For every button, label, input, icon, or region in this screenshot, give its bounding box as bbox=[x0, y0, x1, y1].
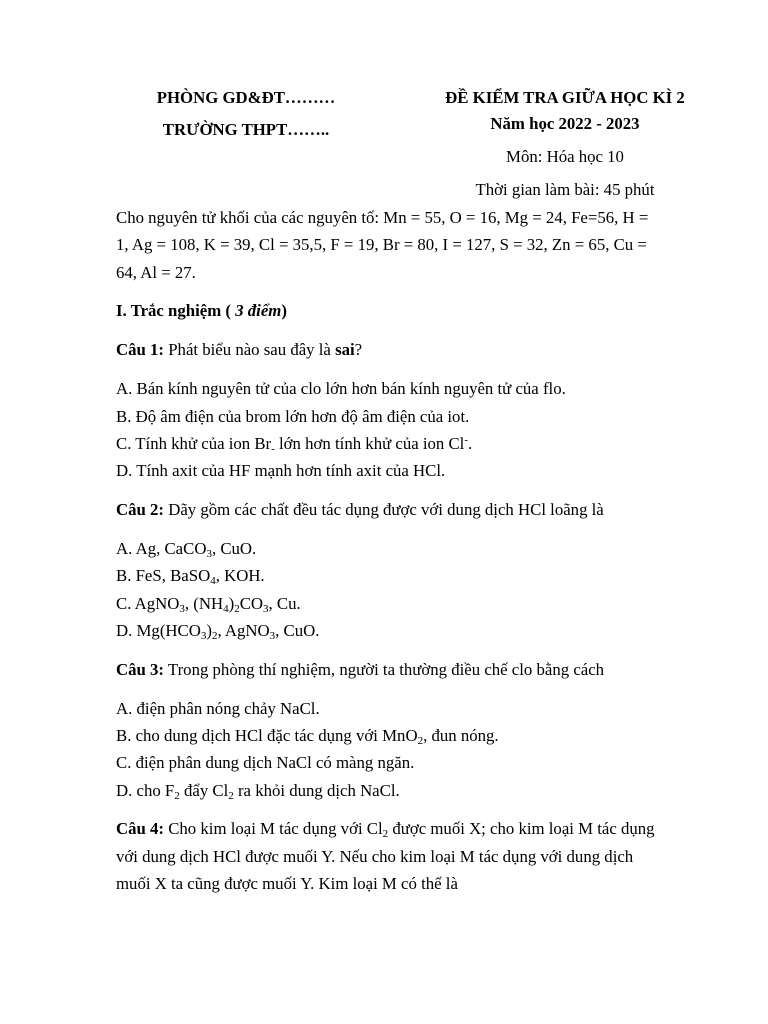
option-text: , (NH bbox=[184, 593, 224, 613]
question-3-option-d bbox=[116, 777, 660, 804]
question-2-option-a bbox=[116, 535, 660, 562]
formula-subscript: 2 bbox=[174, 789, 180, 802]
question-4-text: Cho kim loại M tác dụng với Cl bbox=[164, 819, 383, 839]
formula-subscript: 4 bbox=[223, 602, 229, 615]
option-text: C. AgNO bbox=[116, 593, 180, 613]
formula-subscript: 3 bbox=[263, 602, 269, 615]
question-4-stem bbox=[116, 815, 660, 897]
formula-subscript: 2 bbox=[228, 789, 234, 802]
section-heading bbox=[116, 297, 660, 324]
question-1-options bbox=[116, 375, 660, 484]
option-text: D. cho F bbox=[116, 780, 175, 800]
question-2-text: Dãy gồm các chất đều tác dụng được với dung dịch HCl loãng là bbox=[164, 500, 604, 520]
exam-title: ĐỀ KIỂM TRA GIỮA HỌC KÌ 2 bbox=[445, 88, 685, 107]
formula-subscript: 3 bbox=[206, 547, 212, 560]
question-3-text: Trong phòng thí nghiệm, người ta thường điều chế clo bằng cách bbox=[164, 659, 605, 679]
option-text: , KOH. bbox=[215, 566, 265, 586]
formula-subscript: 2 bbox=[234, 602, 240, 615]
option-text: B. FeS, BaSO bbox=[116, 566, 211, 586]
question-2-label: Câu 2: bbox=[116, 500, 165, 520]
question-3-label: Câu 3: bbox=[116, 659, 165, 679]
subject-name: Môn: Hóa học 10 bbox=[506, 147, 624, 166]
question-1-option-c bbox=[116, 430, 660, 457]
formula-subscript: 3 bbox=[179, 602, 185, 615]
formula-subscript: 4 bbox=[210, 575, 216, 588]
ion-charge: - bbox=[271, 442, 275, 455]
question-1-emphasis: sai bbox=[335, 340, 355, 360]
formula-subscript: 2 bbox=[417, 734, 424, 747]
question-1-text-end: ? bbox=[354, 340, 363, 360]
exam-body bbox=[116, 204, 660, 909]
question-3-option-c: C. điện phân dung dịch NaCl có màng ngăn. bbox=[116, 753, 415, 773]
ion-charge: - bbox=[464, 433, 469, 446]
option-text: , AgNO bbox=[217, 620, 270, 640]
option-text: ra khỏi dung dịch NaCl. bbox=[233, 780, 400, 800]
section-points: 3 điểm bbox=[235, 301, 282, 321]
option-text: ) bbox=[228, 593, 235, 613]
question-3-option-a: A. điện phân nóng chảy NaCl. bbox=[116, 698, 320, 718]
question-4-label: Câu 4: bbox=[116, 819, 165, 839]
option-text: đẩy Cl bbox=[179, 780, 229, 800]
question-2-option-b bbox=[116, 562, 660, 589]
question-1-option-d: D. Tính axit của HF mạnh hơn tính axit của HCl. bbox=[116, 461, 446, 481]
option-text: . bbox=[468, 433, 473, 453]
question-2-option-c bbox=[116, 590, 660, 617]
option-text: , Cu. bbox=[268, 593, 301, 613]
question-1-text: Phát biểu nào sau đây là bbox=[164, 340, 336, 360]
formula-subscript: 2 bbox=[382, 828, 389, 841]
formula-subscript: 3 bbox=[200, 629, 207, 642]
atomic-masses-note: Cho nguyên tử khối của các nguyên tố: Mn = 55, O = 16, Mg = 24, Fe=56, H = 1, Ag = 108, K = 39, Cl = 35,5, F = 19, Br = 80, I = 127, S = 32, Zn = 65, Cu = 64, Al = 27. bbox=[116, 208, 649, 282]
option-text: CO bbox=[239, 593, 264, 613]
formula-subscript: 3 bbox=[269, 629, 276, 642]
question-1-label: Câu 1: bbox=[116, 340, 165, 360]
question-2-option-d bbox=[116, 617, 660, 644]
question-3-stem bbox=[116, 656, 660, 683]
school-name: TRƯỜNG THPT…….. bbox=[162, 120, 330, 139]
question-1-stem bbox=[116, 336, 660, 363]
option-text: , CuO. bbox=[275, 620, 320, 640]
option-text: A. Ag, CaCO bbox=[116, 538, 207, 558]
option-text: lớn hơn tính khử của ion Cl bbox=[274, 433, 465, 453]
exam-duration: Thời gian làm bài: 45 phút bbox=[475, 180, 655, 199]
question-4-text-end: được muối X; cho kim loại M tác dụng với dung dịch HCl được muối Y. Nếu cho kim loại M tác dụng với dung dịch muối X ta cũng được muối Y. Kim loại M có thể là bbox=[116, 819, 655, 893]
option-text: D. Mg(HCO bbox=[116, 620, 201, 640]
question-1-option-b: B. Độ âm điện của brom lớn hơn độ âm điện của iot. bbox=[116, 406, 470, 426]
question-3-option-b bbox=[116, 722, 660, 749]
option-text: C. Tính khử của ion Br bbox=[116, 433, 272, 453]
section-label: I. Trắc nghiệm ( bbox=[116, 301, 236, 321]
question-1-option-a: A. Bán kính nguyên tử của clo lớn hơn bán kính nguyên tử của flo. bbox=[116, 379, 566, 399]
question-3-options bbox=[116, 695, 660, 804]
option-text: , CuO. bbox=[211, 538, 257, 558]
question-2-options bbox=[116, 535, 660, 644]
section-close: ) bbox=[281, 301, 287, 321]
question-2-stem bbox=[116, 496, 660, 523]
option-text: B. cho dung dịch HCl đặc tác dụng với MnO bbox=[116, 725, 418, 745]
option-text: , đun nóng. bbox=[423, 725, 499, 745]
department-name: PHÒNG GD&ĐT……… bbox=[156, 88, 336, 107]
formula-subscript: 2 bbox=[211, 629, 218, 642]
school-year: Năm học 2022 - 2023 bbox=[490, 114, 640, 133]
option-text: ) bbox=[206, 620, 212, 640]
